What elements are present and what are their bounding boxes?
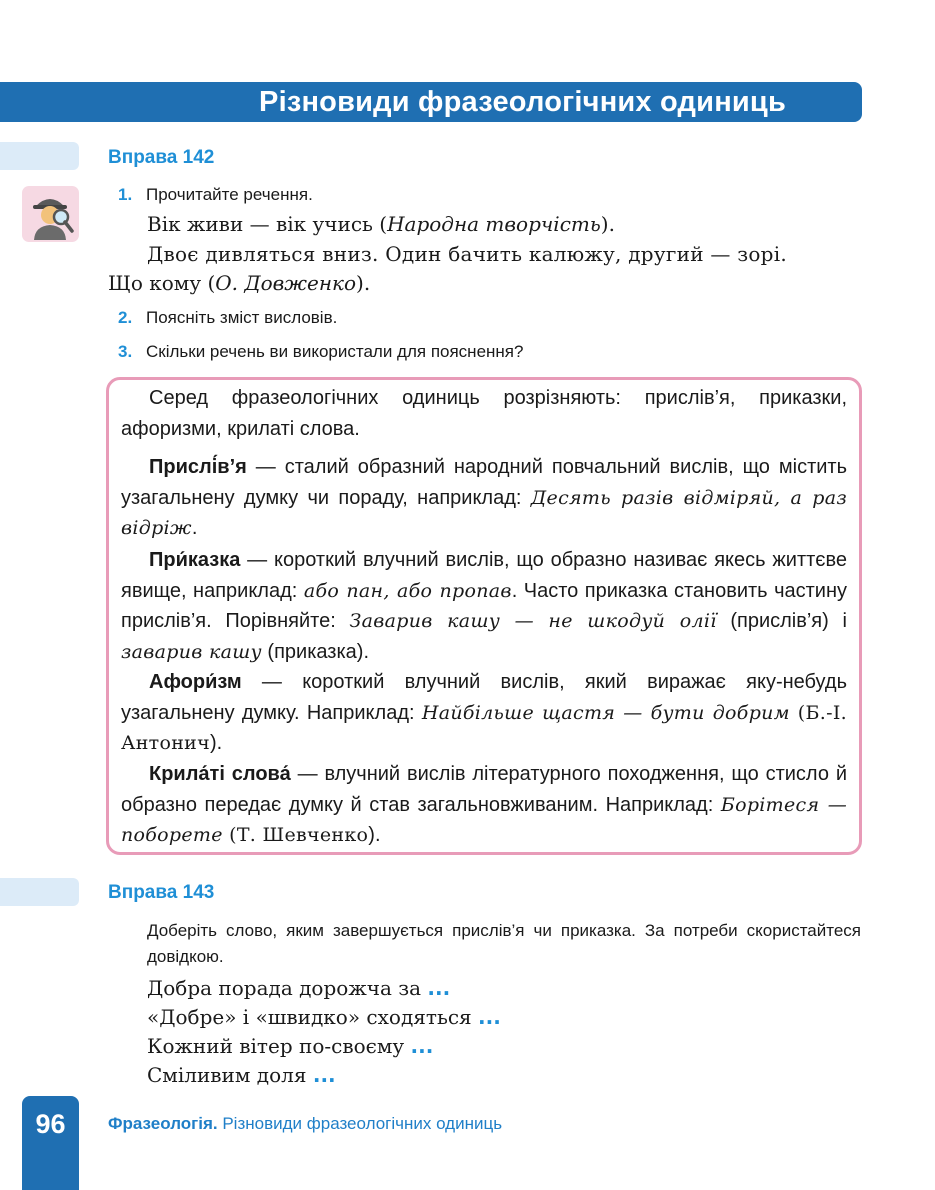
task-3: 3. Скільки речень ви використали для пояснення? [118,342,524,361]
rule-aphorism: Афори́зм — короткий влучний вислів, який виражає яку-небудь узагальнену думку. Наприклад: Найбільше щастя — бути добрим (Б.-І. Антонич). [121,671,847,754]
proverb-line-3: Кожний вітер по-своєму ... [147,1034,434,1058]
sentence-2-line-2: Що кому (О. Довженко). [108,271,371,295]
proverb-line-2: «Добре» і «швидко» сходяться ... [147,1005,501,1029]
page-number: 96 [35,1109,66,1139]
proverb-line-4: Сміливим доля ... [147,1063,336,1087]
exercise-143-title: Вправа 143 [108,882,215,903]
page-title-banner [0,82,862,122]
exercise-tab-142 [0,142,79,170]
rule-winged-words: Крила́ті слова́ — влучний вислів літературного походження, що стисло й образно передає думку й став загальновживаним. Наприклад: Борітеся — поборете (Т. Шевченко). [121,763,847,846]
page-title: Різновиди фразеологічних одиниць [259,85,786,118]
running-footer: Фразеологія. Різновиди фразеологічних одиниць [108,1114,503,1133]
exercise-tab-143 [0,878,79,906]
exercise-143-instruction: Доберіть слово, яким завершується прислів’я чи приказка. За потреби скористайтеся довідкою. [147,921,861,966]
sentence-2-line-1: Двоє дивляться вниз. Один бачить калюжу, другий — зорі. [147,242,787,266]
sentence-1: Вік живи — вік учись (Народна творчість). [147,212,615,236]
task-1: 1. Прочитайте речення. [118,185,313,204]
rule-intro: Серед фразеологічних одиниць розрізняють: прислів’я, приказки, афоризми, крилаті слова. [121,387,847,440]
detective-magnifier-icon [22,186,79,242]
rule-saying: При́казка — короткий влучний вислів, що образно називає якесь життєве явище, наприклад: або пан, або пропав. Часто приказка становить частину прислів’я. Порівняйте: Заварив кашу — не шкодуй олії (прислів’я) і заварив кашу (приказка). [121,549,847,663]
proverb-line-1: Добра порада дорожча за ... [147,976,451,1000]
task-2: 2. Поясніть зміст висловів. [118,308,338,327]
exercise-142-title: Вправа 142 [108,147,215,168]
rule-proverb: Прислі́в’я — сталий образний народний повчальний вислів, що містить узагальнену думку чи пораду, наприклад: Десять разів відміряй, а раз відріж. [121,456,847,539]
